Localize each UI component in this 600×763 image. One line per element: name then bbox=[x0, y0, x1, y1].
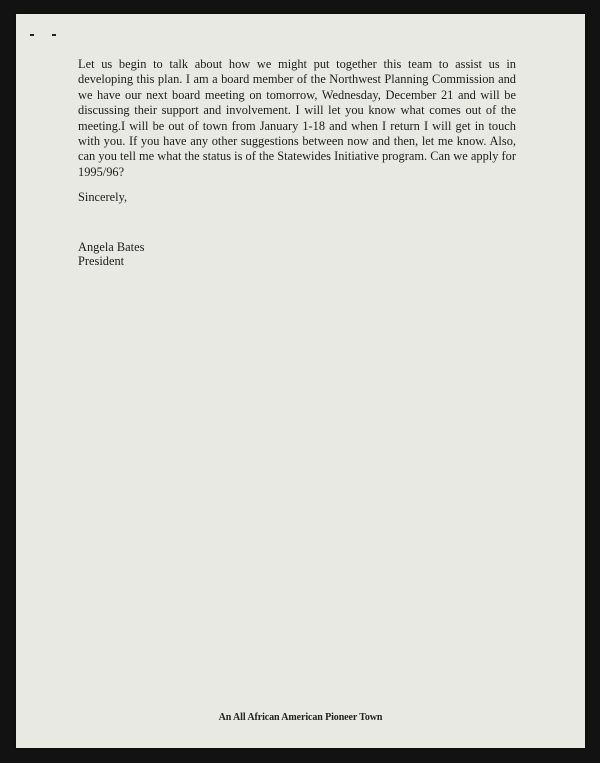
margin-mark bbox=[52, 34, 56, 36]
letter-closing: Sincerely, bbox=[78, 190, 128, 204]
letter-body: Let us begin to talk about how we might put together this team to assist us in developing this plan. I am a board member of the Northwest Planning Commission and we have our next board meeting on tomorrow, Wednesday, December 21 and will be discussing their support and involvement. I will let you know what comes out of the meeting.I will be out of town from January 1-18 and when I return I will get in touch with you. If you have any other suggestions between now and then, let me know. Also, can you tell me what the status is of the Statewides Initiative program. Can we apply for 1995/96? bbox=[78, 57, 516, 179]
letterhead-footer: An All African American Pioneer Town bbox=[218, 712, 383, 723]
margin-marks bbox=[30, 30, 74, 39]
letter-page bbox=[16, 14, 585, 748]
signer-title: President bbox=[78, 253, 125, 268]
signature-block bbox=[78, 241, 144, 268]
signer-name: Angela Bates bbox=[78, 240, 145, 254]
margin-mark bbox=[30, 34, 34, 36]
